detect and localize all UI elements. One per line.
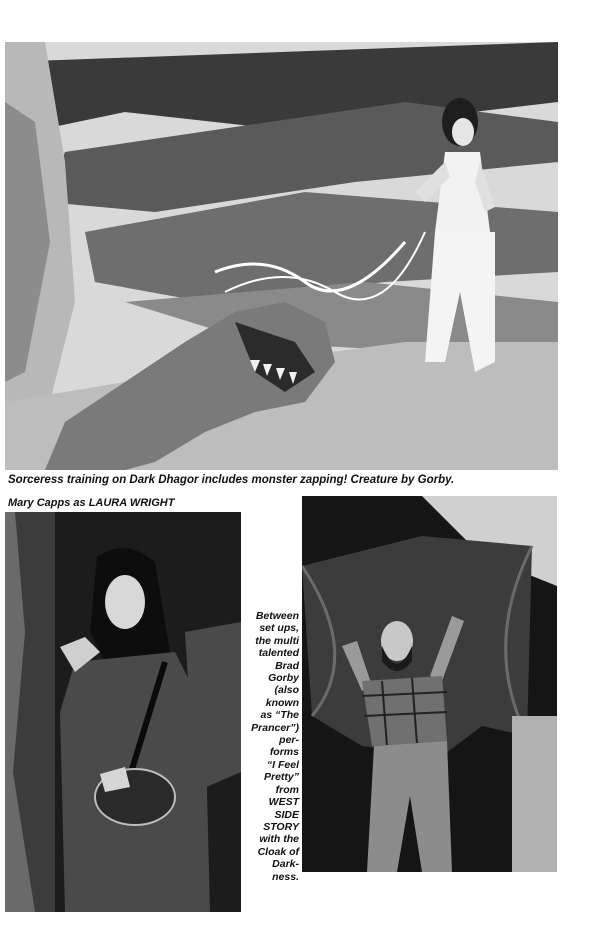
brad-gorby-photo (302, 496, 557, 872)
sorceress-creature-photo (5, 42, 558, 470)
side-caption: Between set ups, the multi talented Brad Gorby (also known as “The Prancer”) per- forms “I Feel Pretty” from WEST SIDE STORY with the Cloak of Dark- ness. (251, 610, 299, 883)
top-photo-caption: Sorceress training on Dark Dhagor includes monster zapping! Creature by Gorby. (8, 474, 455, 486)
mary-capps-photo (5, 512, 241, 912)
left-photo-caption: Mary Capps as LAURA WRIGHT (8, 497, 175, 509)
